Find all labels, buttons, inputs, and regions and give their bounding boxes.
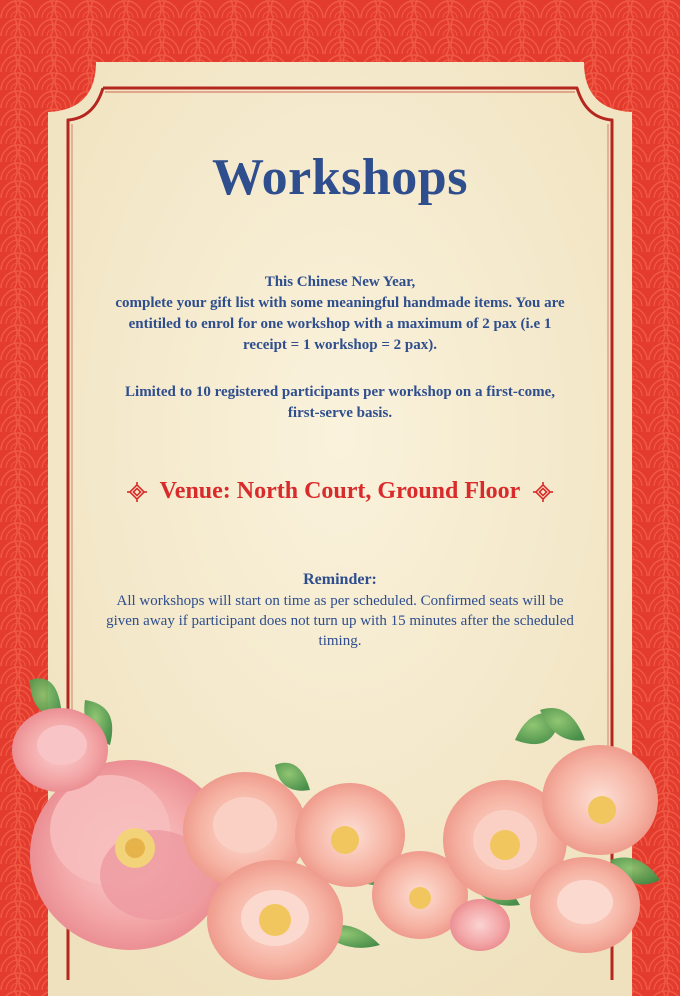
peony-flower-icon	[12, 708, 108, 792]
peony-flower-icon	[542, 745, 658, 855]
peony-flower-icon	[530, 857, 640, 953]
intro-line-1: This Chinese New Year,	[264, 274, 416, 290]
page-title: Workshops	[212, 149, 468, 206]
reminder-title: Reminder:	[303, 571, 377, 588]
venue-text: Venue: North Court, Ground Floor	[159, 478, 521, 504]
peony-flower-icon	[207, 860, 343, 980]
reminder-text: All workshops will start on time as per scheduled. Confirmed seats will be given away if participant does not turn up with 15 minutes after the scheduled timing.	[106, 593, 574, 649]
participant-limit-text: Limited to 10 registered participants per workshop on a first-come, first-serve basis.	[125, 384, 555, 421]
peony-flower-icon	[450, 899, 510, 951]
intro-line-2: complete your gift list with some meaningful handmade items. You are entitiled to enrol for one workshop with a maximum of 2 pax (i.e 1 receipt = 1 workshop = 2 pax).	[115, 295, 565, 353]
